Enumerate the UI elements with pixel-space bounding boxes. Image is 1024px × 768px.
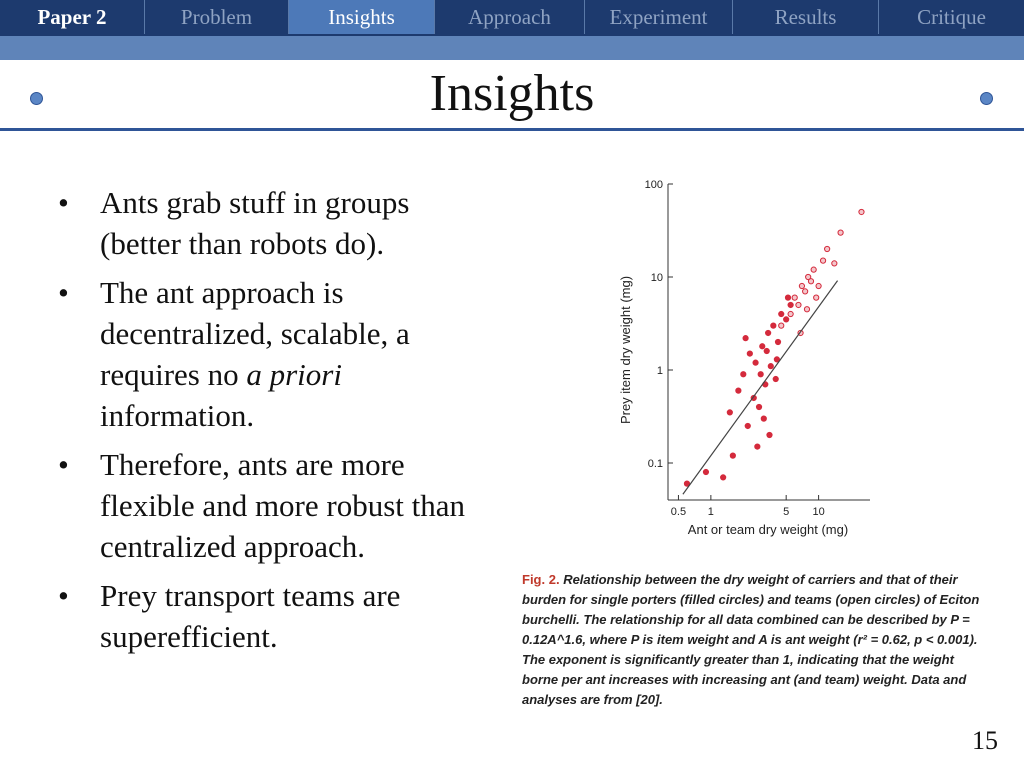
bullet-icon: • [58, 447, 69, 482]
x-tick-label: 0.5 [670, 506, 687, 518]
nav-item-paper-2[interactable]: Paper 2 [0, 0, 145, 34]
porter-point [766, 330, 771, 335]
porter-point [745, 423, 750, 428]
team-point [820, 258, 825, 263]
chart-ylabel: Prey item dry weight (mg) [618, 275, 633, 425]
figure-caption-label: Fig. 2. [522, 572, 560, 587]
team-point [792, 295, 797, 300]
figure-caption-text: Relationship between the dry weight of carriers and that of their burden for single porters (filled circles) and teams (open circles) of Eciton burchelli. The relationship for all data combined can be described by P = 0.12A^1.6, where P is item weight and A is ant weight (r² = 0.62, p < 0.001). The exponent is significantly greater than 1, indicating that the weight borne per ant increases with increasing ant (and team) weight. Data and analyses are from [20]. [522, 572, 980, 707]
porter-point [767, 432, 772, 437]
team-point [814, 295, 819, 300]
bullet-item [58, 272, 498, 436]
title-dot-right-icon [980, 92, 993, 105]
y-tick-label: 1 [656, 364, 663, 377]
porter-point [755, 444, 760, 449]
slide-title: Insights [429, 65, 595, 122]
figure-caption [522, 570, 992, 710]
porter-point [727, 410, 732, 415]
porter-point [784, 317, 789, 322]
nav-subbar [0, 36, 1024, 60]
porter-point [773, 376, 778, 381]
porter-point [753, 360, 758, 365]
nav-item-problem[interactable]: Problem [145, 0, 289, 34]
porter-point [761, 416, 766, 421]
scatter-chart [610, 170, 900, 540]
chart-points [684, 209, 864, 486]
y-tick-label: 100 [644, 179, 663, 191]
bullet-text: Therefore, ants are more flexible and more robust than centralized approach. [100, 447, 466, 564]
y-tick-label: 0.1 [647, 457, 663, 470]
team-point [832, 261, 837, 266]
porter-point [779, 311, 784, 316]
nav-item-critique[interactable]: Critique [917, 5, 986, 29]
porter-point [788, 302, 793, 307]
porter-point [756, 404, 761, 409]
bullet-text: The ant approach is decentralized, scalable, a requires no [100, 275, 410, 392]
section-nav [0, 0, 1024, 36]
porter-point [758, 372, 763, 377]
nav-item-insights[interactable]: Insights [289, 0, 435, 34]
team-point [808, 279, 813, 284]
team-point [811, 267, 816, 272]
y-tick-label: 10 [650, 271, 663, 284]
bullet-item [58, 575, 498, 657]
x-tick-label: 1 [707, 506, 714, 518]
team-point [799, 283, 804, 288]
bullet-text: Ants grab stuff in groups (better than robots do). [100, 185, 410, 261]
chart-axes [645, 179, 870, 518]
team-point [825, 246, 830, 251]
bullet-item [58, 444, 498, 567]
bullet-item [58, 182, 498, 264]
bullet-icon: • [58, 578, 69, 613]
porter-point [747, 351, 752, 356]
title-divider [0, 128, 1024, 131]
team-point [859, 209, 864, 214]
bullet-icon: • [58, 275, 69, 310]
porter-point [768, 364, 773, 369]
page-number: 15 [972, 726, 998, 755]
porter-point [736, 388, 741, 393]
team-point [838, 230, 843, 235]
porter-point [703, 469, 708, 474]
porter-point [721, 475, 726, 480]
team-point [779, 323, 784, 328]
bullet-emphasis: a priori [246, 357, 342, 392]
bullet-text-tail: information. [100, 398, 255, 433]
porter-point [730, 453, 735, 458]
team-point [816, 283, 821, 288]
bullet-list [58, 182, 498, 665]
team-point [804, 307, 809, 312]
x-tick-label: 5 [783, 506, 790, 518]
porter-point [760, 344, 765, 349]
porter-point [775, 339, 780, 344]
porter-point [741, 372, 746, 377]
x-tick-label: 10 [812, 506, 825, 518]
nav-item-experiment[interactable]: Experiment [585, 0, 733, 34]
regression-line [683, 281, 838, 495]
team-point [803, 289, 808, 294]
bullet-icon: • [58, 185, 69, 220]
porter-point [743, 336, 748, 341]
chart-xlabel: Ant or team dry weight (mg) [687, 522, 849, 537]
team-point [796, 302, 801, 307]
nav-item-approach[interactable]: Approach [435, 0, 585, 34]
team-point [788, 311, 793, 316]
porter-point [764, 348, 769, 353]
porter-point [785, 295, 790, 300]
chart-fit [683, 281, 838, 495]
porter-point [771, 323, 776, 328]
nav-item-results[interactable]: Results [733, 0, 879, 34]
bullet-text: Prey transport teams are superefficient. [100, 578, 401, 654]
